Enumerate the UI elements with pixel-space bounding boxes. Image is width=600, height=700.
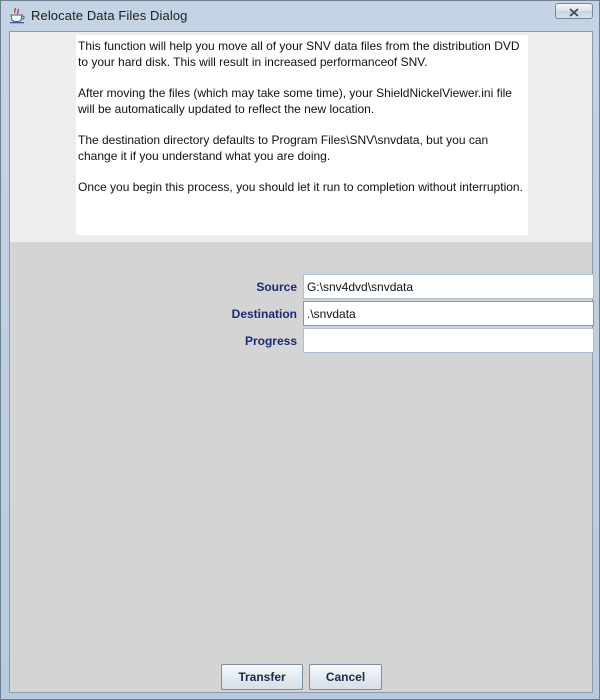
info-paragraph-1: This function will help you move all of your SNV data files from the distribution DVD to your hard disk. This will result in increased performanceof SNV. bbox=[78, 39, 520, 69]
progress-field bbox=[303, 328, 594, 353]
java-coffee-icon bbox=[9, 7, 25, 24]
source-field[interactable]: G:\snv4dvd\snvdata bbox=[303, 274, 594, 299]
window-title: Relocate Data Files Dialog bbox=[31, 8, 188, 23]
info-paragraph-2: After moving the files (which may take some time), your ShieldNickelViewer.ini file will be automatically updated to reflect the new location. bbox=[78, 86, 512, 116]
destination-field[interactable]: .\snvdata bbox=[303, 301, 594, 326]
info-paragraph-3: The destination directory defaults to Program Files\SNV\snvdata, but you can change it if you understand what you are doing. bbox=[78, 133, 489, 163]
destination-label: Destination bbox=[231, 307, 297, 321]
info-paragraph-4: Once you begin this process, you should let it run to completion without interruption. bbox=[78, 180, 523, 194]
cancel-button[interactable]: Cancel bbox=[309, 664, 382, 690]
transfer-button[interactable]: Transfer bbox=[221, 664, 303, 690]
dialog-content bbox=[9, 31, 593, 693]
info-panel bbox=[10, 32, 592, 242]
source-label: Source bbox=[256, 280, 297, 294]
title-bar[interactable] bbox=[1, 1, 599, 31]
close-button[interactable] bbox=[555, 3, 593, 19]
info-text-box bbox=[76, 35, 528, 235]
progress-label: Progress bbox=[244, 334, 297, 348]
close-icon bbox=[569, 8, 579, 17]
